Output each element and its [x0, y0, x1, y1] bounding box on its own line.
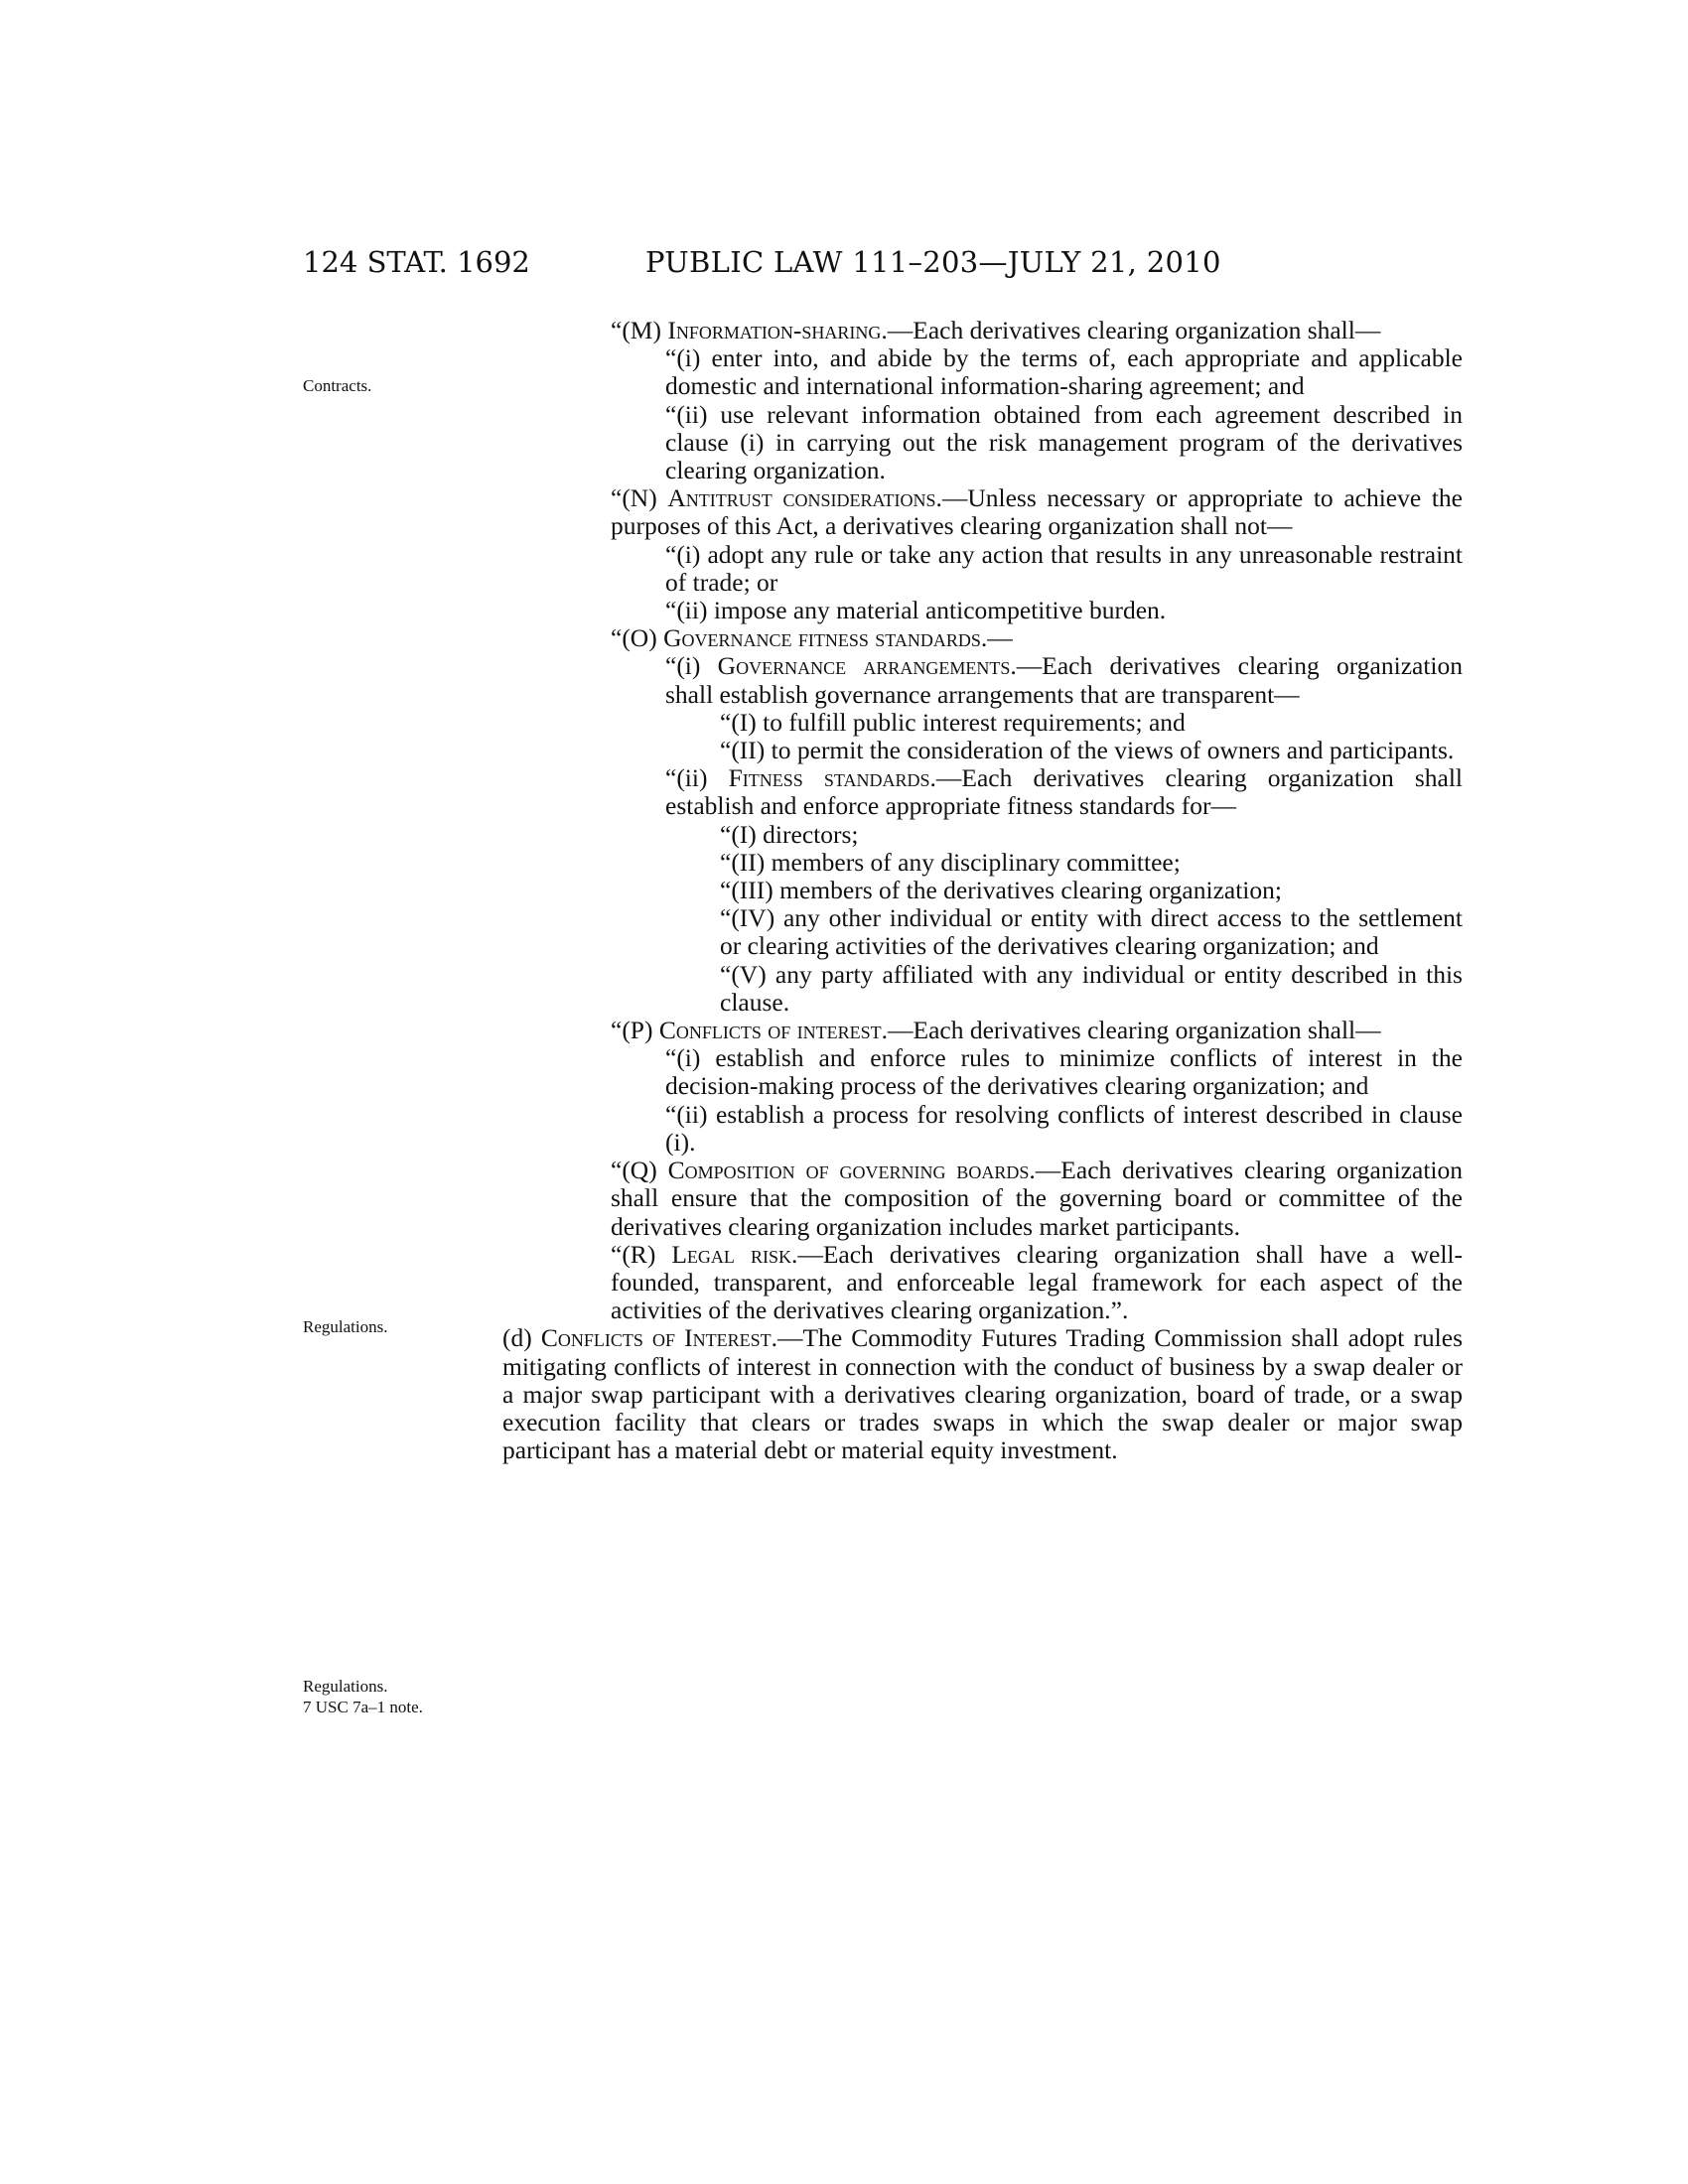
clause-o-ii: “(ii) Fitness standards.—Each derivatives clearing organization shall establish and enforce appropriate fitness standards for—: [665, 763, 1463, 821]
margin-note-usc: 7 USC 7a–1 note.: [303, 1698, 423, 1716]
margin-note-regulations: Regulations.: [303, 1677, 388, 1696]
clause-p-ii: “(ii) establish a process for resolving conflicts of interest described in clause (i).: [665, 1099, 1463, 1157]
margin-note-contracts: Contracts.: [303, 376, 372, 395]
paragraph-q: “(Q) Composition of governing boards.—Each derivatives clearing organization shall ensure that the composition of the governing board or committee of the derivatives clearing organization includes market participants.: [611, 1156, 1463, 1241]
subclause-o-ii-IV: “(IV) any other individual or entity with direct access to the settlement or clearing activities of the derivatives clearing organization; and: [720, 903, 1463, 961]
public-law-title: PUBLIC LAW 111–203—JULY 21, 2010: [645, 245, 1221, 279]
clause-p-i: “(i) establish and enforce rules to minimize conflicts of interest in the decision-making process of the derivatives clearing organization; and: [665, 1043, 1463, 1101]
subclause-o-i-I: “(I) to fulfill public interest requirements; and: [720, 707, 1186, 737]
subsection-d: (d) Conflicts of Interest.—The Commodity Futures Trading Commission shall adopt rules mitigating conflicts of interest in connection with the conduct of business by a swap dealer or a major swap participant with a derivatives clearing organization, board of trade, or a swap execution facility that clears or trades swaps in which the swap dealer or major swap participant has a material debt or material equity investment.: [502, 1323, 1464, 1465]
margin-note-regulations: Regulations.: [303, 1317, 388, 1336]
paragraph-o: “(O) Governance fitness standards.—: [611, 623, 1013, 653]
subclause-o-ii-II: “(II) members of any disciplinary committee;: [720, 847, 1181, 877]
subclause-o-ii-V: “(V) any party affiliated with any individual or entity described in this clause.: [720, 959, 1463, 1017]
subclause-o-ii-I: “(I) directors;: [720, 819, 859, 849]
paragraph-m: “(M) Information-sharing.—Each derivatives clearing organization shall—: [611, 316, 1381, 344]
clause-m-ii: “(ii) use relevant information obtained from each agreement described in clause (i) in carrying out the risk management program of the derivatives clearing organization.: [665, 399, 1463, 485]
statute-body: [467, 317, 1463, 1464]
subclause-o-ii-III: “(III) members of the derivatives clearing organization;: [720, 876, 1282, 905]
paragraph-n: “(N) Antitrust considerations.—Unless necessary or appropriate to achieve the purposes of this Act, a derivatives clearing organization shall not—: [611, 483, 1463, 541]
clause-m-i: “(i) enter into, and abide by the terms of, each appropriate and applicable domestic and international information-sharing agreement; and: [665, 343, 1463, 401]
statute-page-number: 124 STAT. 1692: [303, 245, 530, 279]
subclause-o-i-II: “(II) to permit the consideration of the views of owners and participants.: [720, 736, 1455, 765]
paragraph-p: “(P) Conflicts of interest.—Each derivatives clearing organization shall—: [611, 1016, 1381, 1045]
clause-o-i: “(i) Governance arrangements.—Each derivatives clearing organization shall establish governance arrangements that are transparent—: [665, 651, 1464, 709]
clause-n-ii: “(ii) impose any material anticompetitive burden.: [665, 596, 1167, 625]
paragraph-r: “(R) Legal risk.—Each derivatives clearing organization shall have a well-founded, transparent, and enforceable legal framework for each aspect of the activities of the derivatives clearing organization.”.: [611, 1239, 1463, 1325]
clause-n-i: “(i) adopt any rule or take any action that results in any unreasonable restraint of trade; or: [665, 539, 1463, 597]
page-header: [303, 245, 1306, 289]
